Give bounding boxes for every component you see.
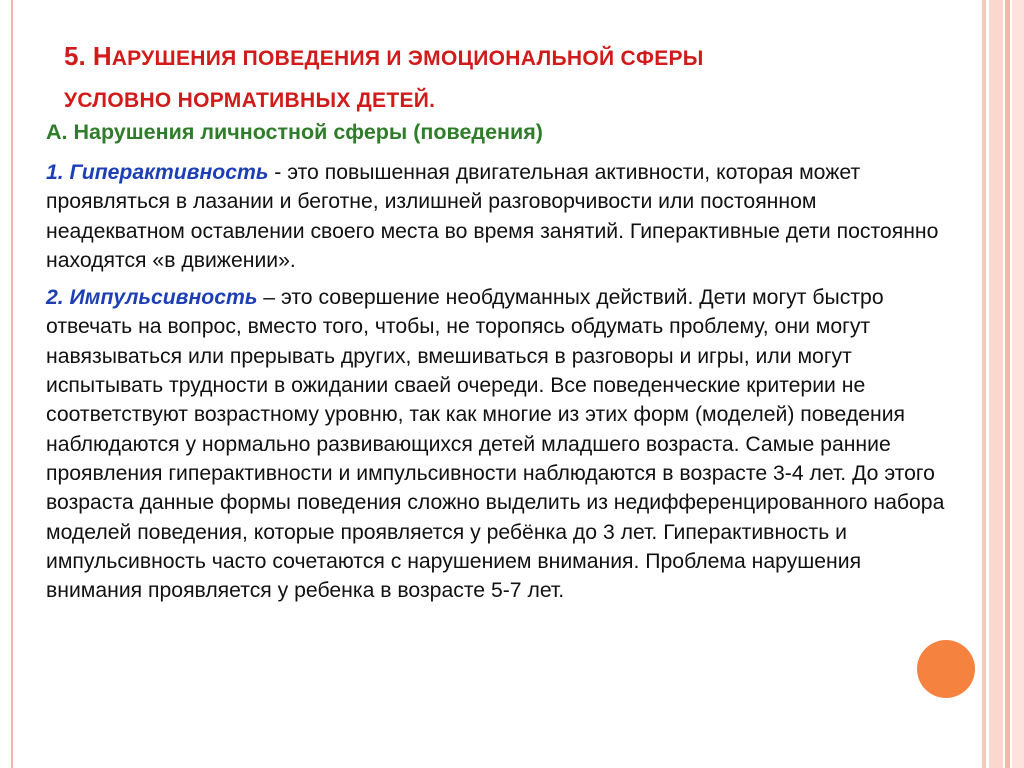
paragraph-text: - это повышенная двигательная активности, которая может проявляться в лазании и беготне, излишней разговорчивости или постоянном неадекватном оставлении своего места во время занятий. Гиперактивные дети постоянно находятся «в движении». [46, 161, 939, 272]
title-number: 5. Н [64, 41, 112, 71]
term-hyperactivity: 1. Гиперактивность [46, 161, 269, 184]
term-impulsivity: 2. Импульсивность [46, 286, 258, 310]
title-line1: АРУШЕНИЯ ПОВЕДЕНИЯ И ЭМОЦИОНАЛЬНОЙ СФЕРЫ [111, 47, 704, 70]
title-line2: УСЛОВНО НОРМАТИВНЫХ ДЕТЕЙ. [64, 89, 436, 112]
paragraph-text: – это совершение необдуманных действий. Дети могут быстро отвечать на вопрос, вместо того, чтобы, не торопясь обдумать проблему, они могут навязываться или прерывать других, вмешиваться в разговоры и игры, или могут испытывать трудности в ожидании сваей очереди. Все поведенческие критерии не соответствуют возрастному уровню, так как многие из этих форм (моделей) поведения наблюдаются у нормально развивающихся детей младшего возраста. Самые ранние проявления гиперактивности и импульсивности наблюдаются в возрасте 3-4 лет. До этого возраста данные формы поведения сложно выделить из недифференцированного набора моделей поведения, которые проявляется у ребёнка до 3 лет. Гиперактивность и импульсивность часто сочетаются с нарушением внимания. Проблема нарушения внимания проявляется у ребенка в возрасте 5-7 лет. [46, 286, 945, 603]
stripe [1012, 0, 1024, 768]
right-decorative-stripes [982, 0, 1024, 768]
paragraph-hyperactivity [46, 158, 946, 275]
paragraph-impulsivity [46, 283, 946, 605]
stripe [989, 0, 1003, 768]
section-subtitle: А. Нарушения личностной сферы (поведения) [46, 120, 543, 144]
slide-title [64, 36, 904, 123]
stripe [982, 0, 986, 768]
stripe [1005, 0, 1010, 768]
left-decorative-line [11, 0, 13, 768]
slide-body [46, 158, 946, 613]
decorative-circle [917, 640, 975, 698]
